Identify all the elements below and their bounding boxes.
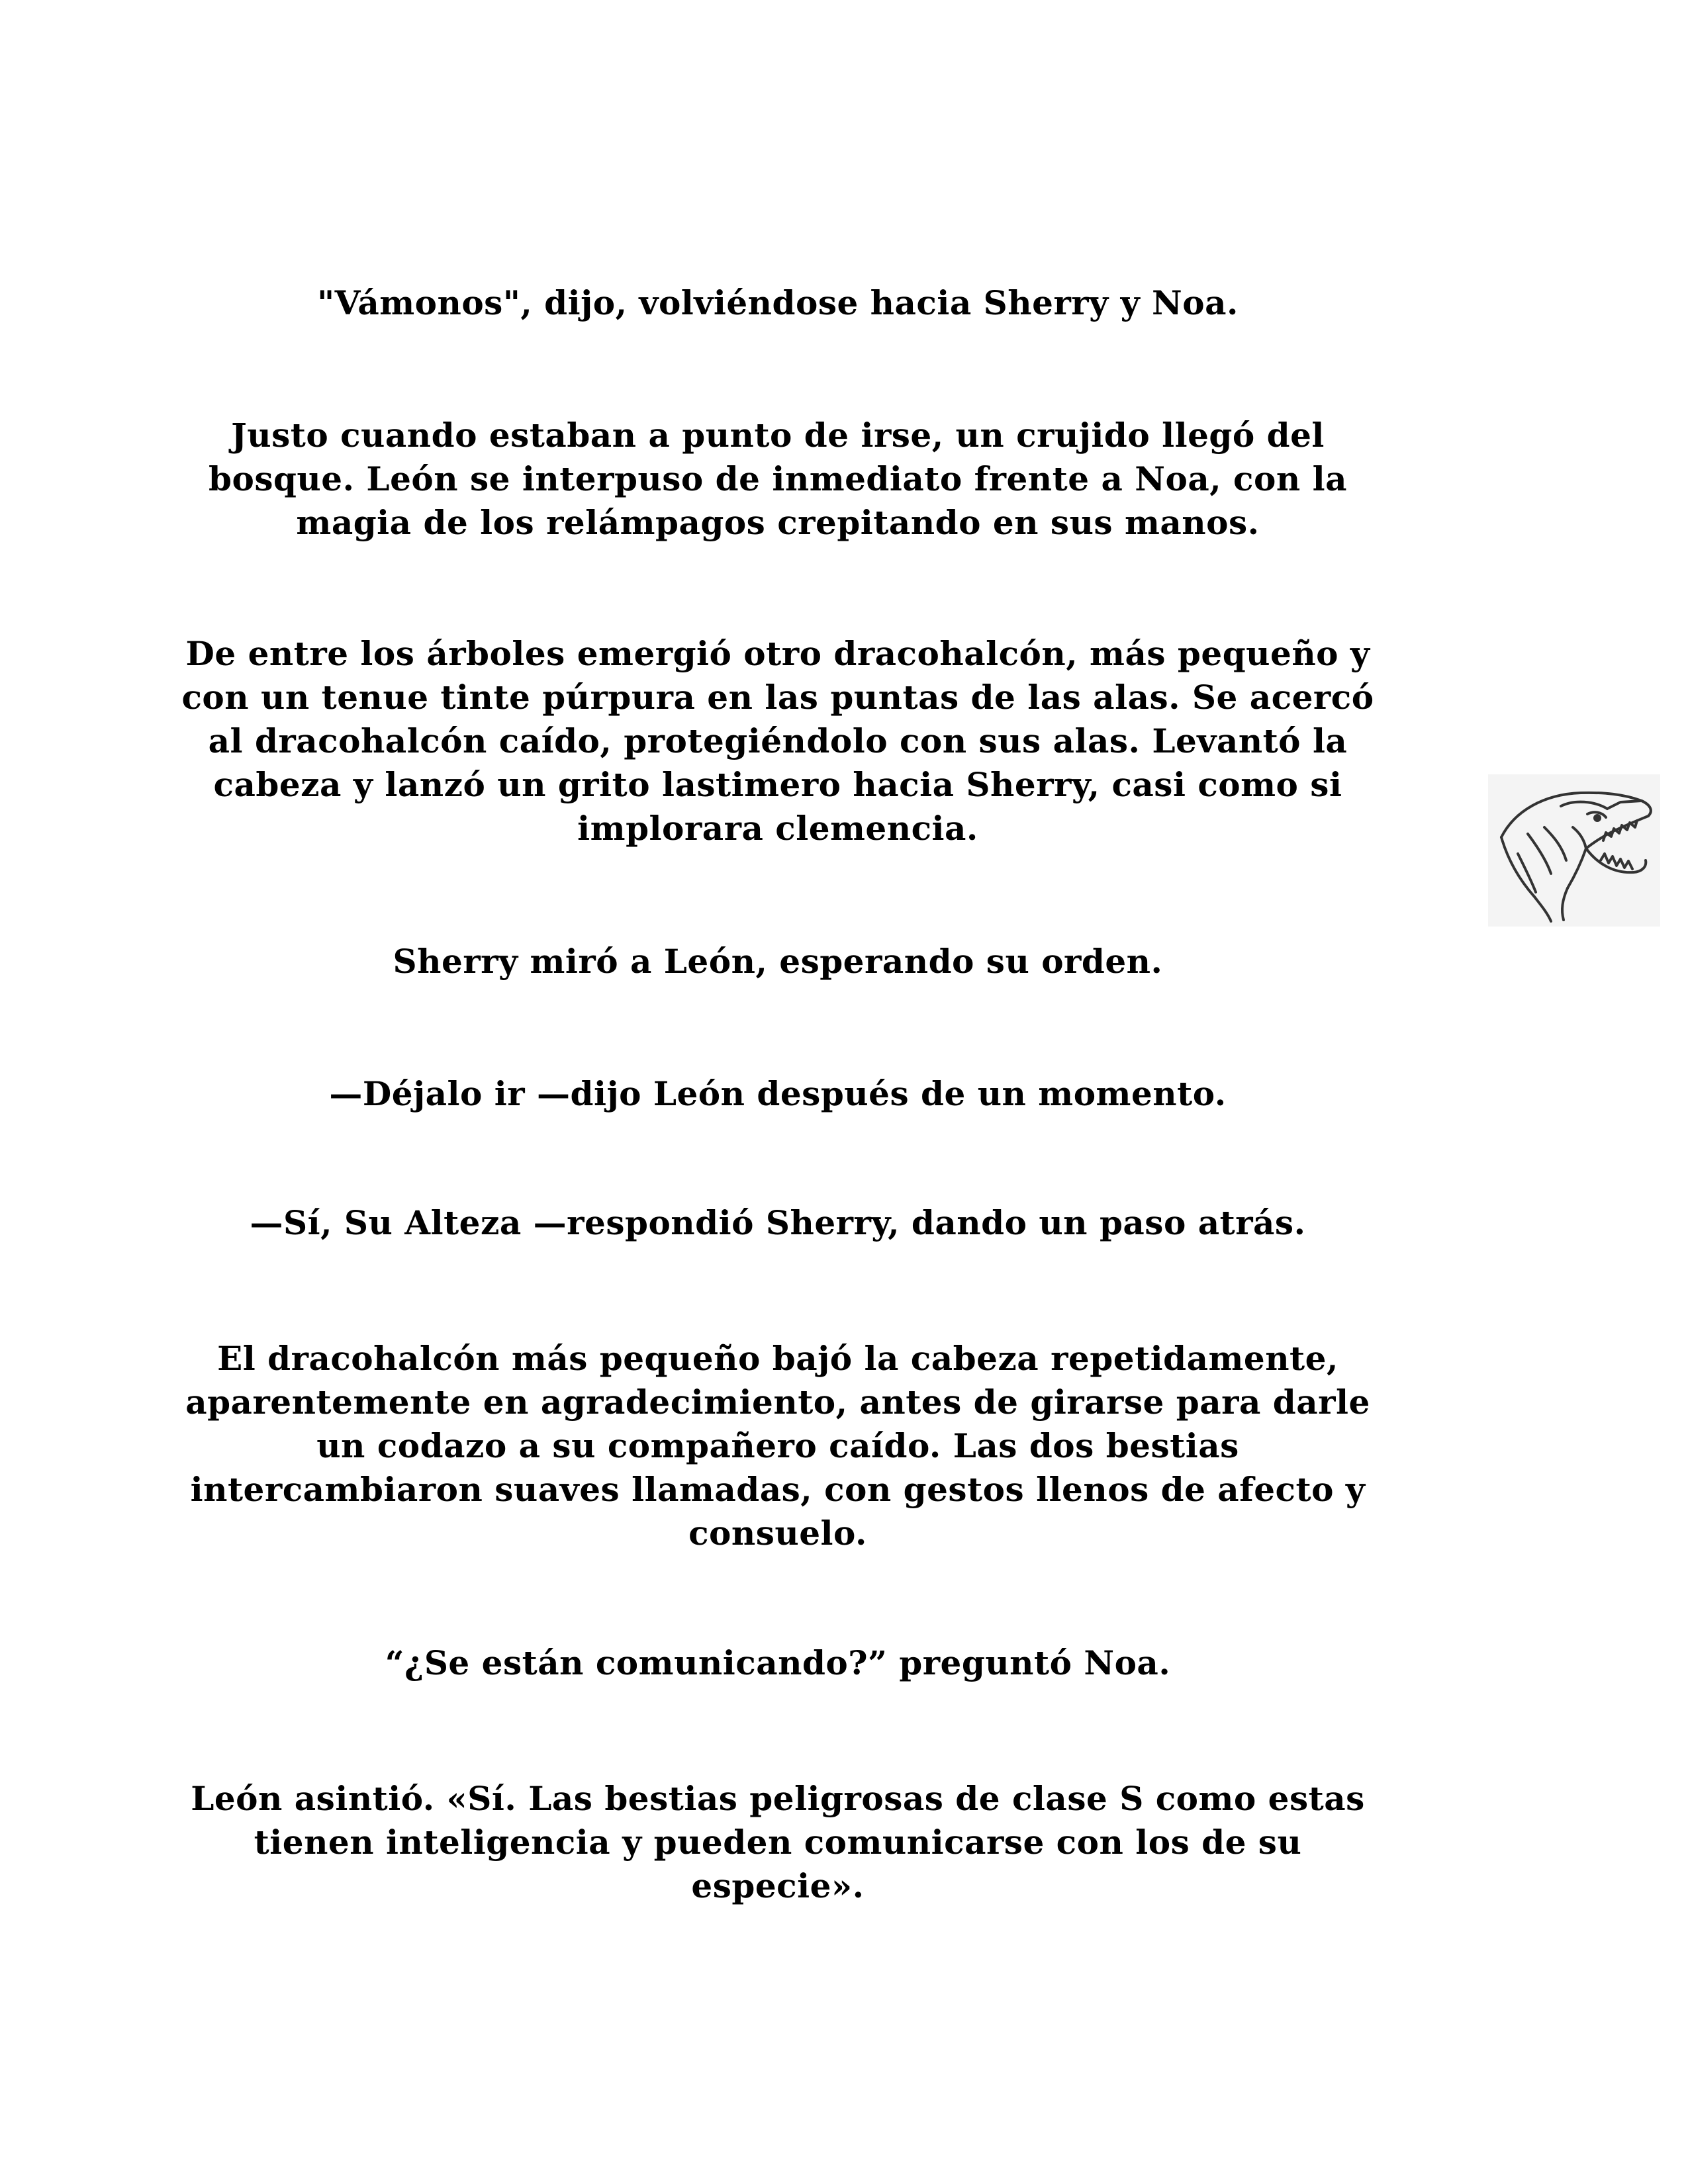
paragraph-6: —Sí, Su Alteza —respondió Sherry, dando un paso atrás. bbox=[250, 1203, 1306, 1242]
paragraph-3: De entre los árboles emergió otro dracohalcón, más pequeño y con un tenue tinte púrpura en las puntas de las alas. Se acercó al dracohalcón caído, protegiéndolo con sus alas. Levantó la cabeza y lanzó un grito lastimero hacia Sherry, casi como si implorara clemencia. bbox=[181, 634, 1374, 848]
paragraph-2: Justo cuando estaban a punto de irse, un crujido llegó del bosque. León se interpuso de inmediato frente a Noa, con la magia de los relámpagos crepitando en sus manos. bbox=[209, 416, 1347, 542]
paragraph-9: León asintió. «Sí. Las bestias peligrosas de clase S como estas tienen inteligencia y pueden comunicarse con los de su especie». bbox=[191, 1779, 1365, 1905]
paragraph-1: "Vámonos", dijo, volviéndose hacia Sherry y Noa. bbox=[317, 283, 1239, 322]
paragraph-4: Sherry miró a León, esperando su orden. bbox=[393, 942, 1163, 981]
paragraph-5: —Déjalo ir —dijo León después de un momento. bbox=[329, 1074, 1227, 1113]
dinosaur-head-sketch-icon bbox=[1488, 774, 1660, 927]
paragraph-8: “¿Se están comunicando?” preguntó Noa. bbox=[385, 1643, 1171, 1682]
paragraph-7: El dracohalcón más pequeño bajó la cabeza repetidamente, aparentemente en agradecimiento, antes de girarse para darle un codazo a su compañero caído. Las dos bestias intercambiaron suaves llamadas, con gestos llenos de afecto y consuelo. bbox=[185, 1339, 1370, 1553]
